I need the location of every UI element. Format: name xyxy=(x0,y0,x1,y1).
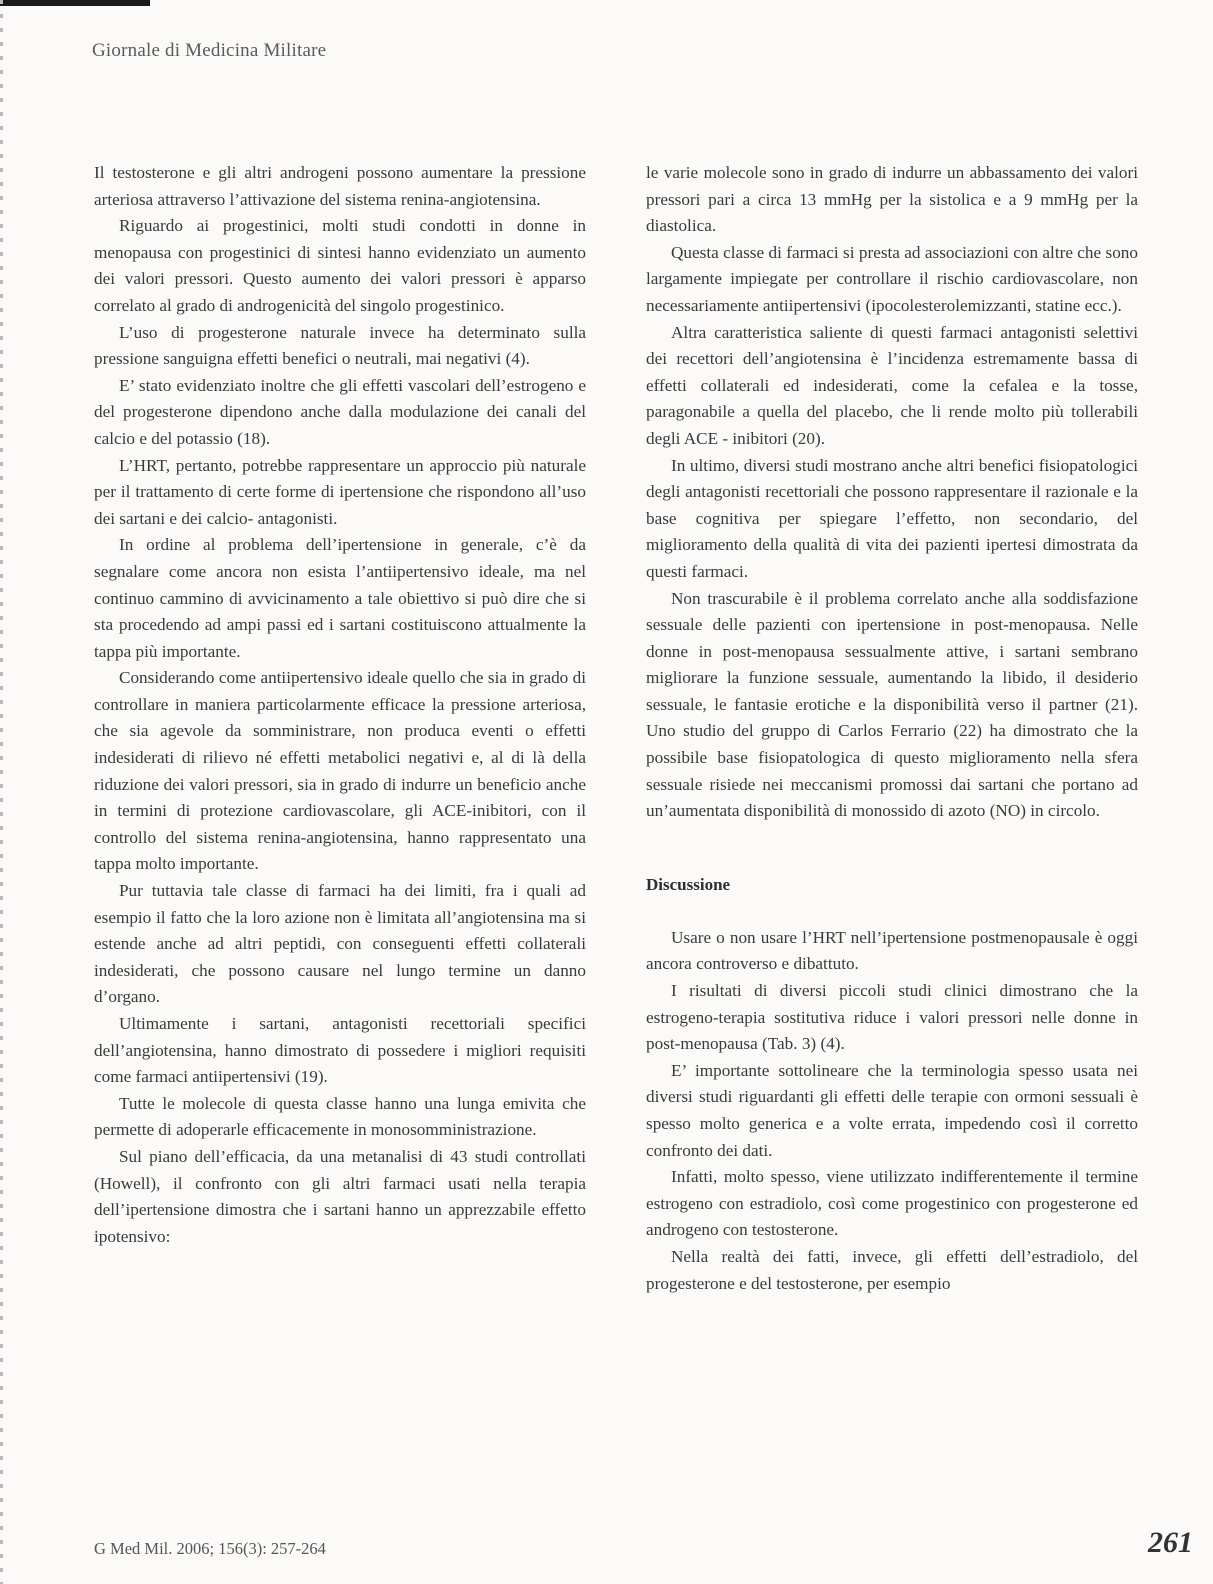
body-paragraph: Pur tuttavia tale classe di farmaci ha dei limiti, fra i quali ad esempio il fatto che la loro azione non è limitata all’angiotensina ma si estende anche ad altri peptidi, con conseguenti effetti collaterali indesiderati, che possono causare nel lungo termine un danno d’organo. xyxy=(94,881,586,1007)
body-paragraph: E’ importante sottolineare che la terminologia spesso usata nei diversi studi riguardanti gli effetti delle terapie con ormoni sessuali è spesso molto generica e a volte errata, impedendo così il corretto confronto dei dati. xyxy=(646,1060,1138,1160)
body-paragraph: In ordine al problema dell’ipertensione in generale, c’è da segnalare come ancora non esista l’antiipertensivo ideale, ma nel continuo cammino di avvicinamento a tale obiettivo si può dire che si sta procedendo ad ampi passi ed i sartani costituiscono attualmente la tappa più importante. xyxy=(94,535,586,661)
body-paragraph: Riguardo ai progestinici, molti studi condotti in donne in menopausa con progestinici di sintesi hanno evidenziato un aumento dei valori pressori. Questo aumento dei valori pressori è apparso correlato al grado di androgenicità del singolo progestinico. xyxy=(94,216,586,315)
journal-title: Giornale di Medicina Militare xyxy=(92,40,327,61)
footer-citation: G Med Mil. 2006; 156(3): 257-264 xyxy=(94,1539,326,1558)
body-paragraph: E’ stato evidenziato inoltre che gli effetti vascolari dell’estrogeno e del progesterone dipendono anche dalla modulazione dei canali del calcio e del potassio (18). xyxy=(94,375,586,448)
body-paragraph: L’HRT, pertanto, potrebbe rappresentare un approccio più naturale per il trattamento di certe forme di ipertensione che rispondono all’uso dei sartani e dei calcio- antagonisti. xyxy=(94,455,586,528)
body-paragraph: In ultimo, diversi studi mostrano anche altri benefici fisiopatologici degli antagonisti recettoriali che possono rappresentare il razionale e la base cognitiva per spiegare l’effetto, non secondario, del miglioramento della qualità di vita dei pazienti ipertesi dimostrata da questi farmaci. xyxy=(646,455,1138,581)
body-paragraph: Altra caratteristica saliente di questi farmaci antagonisti selettivi dei recettori dell’angiotensina è l’incidenza estremamente bassa di effetti collaterali ed indesiderati, come la cefalea e la tosse, paragonabile a quella del placebo, che li rende molto più tollerabili degli ACE - inibitori (20). xyxy=(646,322,1138,448)
body-paragraph: L’uso di progesterone naturale invece ha determinato sulla pressione sanguigna effetti benefici o neutrali, mai negativi (4). xyxy=(94,322,586,369)
body-paragraph: Tutte le molecole di questa classe hanno una lunga emivita che permette di adoperarle efficacemente in monosomministrazione. xyxy=(94,1093,586,1140)
body-paragraph: le varie molecole sono in grado di indurre un abbassamento dei valori pressori pari a circa 13 mmHg per la sistolica e a 9 mmHg per la diastolica. xyxy=(646,163,1138,236)
body-paragraph: Non trascurabile è il problema correlato anche alla soddisfazione sessuale delle pazienti con ipertensione in post-menopausa. Nelle donne in post-menopausa sessualmente attive, i sartani sembrano migliorare la funzione sessuale, aumentando la libido, il desiderio sessuale, le fantasie erotiche e la disponibilità verso il partner (21). Uno studio del gruppo di Carlos Ferrario (22) ha dimostrato che la possibile base fisiopatologica di questo miglioramento nella sfera sessuale risiede nei meccanismi promossi dai sartani che portano ad un’aumentata disponibilità di monossido di azoto (NO) in circolo. xyxy=(646,588,1138,821)
body-paragraph: Considerando come antiipertensivo ideale quello che sia in grado di controllare in maniera particolarmente efficace la pressione arteriosa, che sia agevole da somministrare, non produca eventi o effetti indesiderati di rilievo né effetti metabolici negativi e, al di là della riduzione dei valori pressori, sia in grado di indurre un beneficio anche in termini di protezione cardiovascolare, gli ACE-inibitori, con il controllo del sistema renina-angiotensina, hanno rappresentato una tappa molto importante. xyxy=(94,668,586,874)
body-paragraph: Questa classe di farmaci si presta ad associazioni con altre che sono largamente impiegate per controllare il rischio cardiovascolare, non necessariamente antiipertensivi (ipocolesterolemizzanti, statine ecc.). xyxy=(646,242,1138,315)
body-paragraph: Sul piano dell’efficacia, da una metanalisi di 43 studi controllati (Howell), il confronto con gli altri farmaci usati nella terapia dell’ipertensione dimostra che i sartani hanno un apprezzabile effetto ipotensivo: xyxy=(94,1146,586,1246)
left-column xyxy=(94,160,586,1250)
section-heading-discussione: Discussione xyxy=(646,874,731,894)
body-paragraph: Ultimamente i sartani, antagonisti recettoriali specifici dell’angiotensina, hanno dimostrato di possedere i migliori requisiti come farmaci antiipertensivi (19). xyxy=(94,1014,586,1087)
body-paragraph: Il testosterone e gli altri androgeni possono aumentare la pressione arteriosa attraverso l’attivazione del sistema renina-angiotensina. xyxy=(94,163,586,209)
right-column xyxy=(646,160,1138,1297)
body-paragraph: Infatti, molto spesso, viene utilizzato indifferentemente il termine estrogeno con estradiolo, così come progestinico con progesterone ed androgeno con testosterone. xyxy=(646,1167,1138,1240)
body-paragraph: Nella realtà dei fatti, invece, gli effetti dell’estradiolo, del progesterone e del testosterone, per esempio xyxy=(646,1246,1138,1293)
section-spacer xyxy=(646,898,1138,925)
scan-edge-left xyxy=(0,0,3,1584)
body-paragraph: I risultati di diversi piccoli studi clinici dimostrano che la estrogeno-terapia sostitutiva riduce i valori pressori nelle donne in post-menopausa (Tab. 3) (4). xyxy=(646,981,1138,1054)
body-paragraph: Usare o non usare l’HRT nell’ipertensione postmenopausale è oggi ancora controverso e dibattuto. xyxy=(646,927,1138,974)
scan-edge-top xyxy=(0,0,150,6)
page-number: 261 xyxy=(1148,1526,1193,1559)
